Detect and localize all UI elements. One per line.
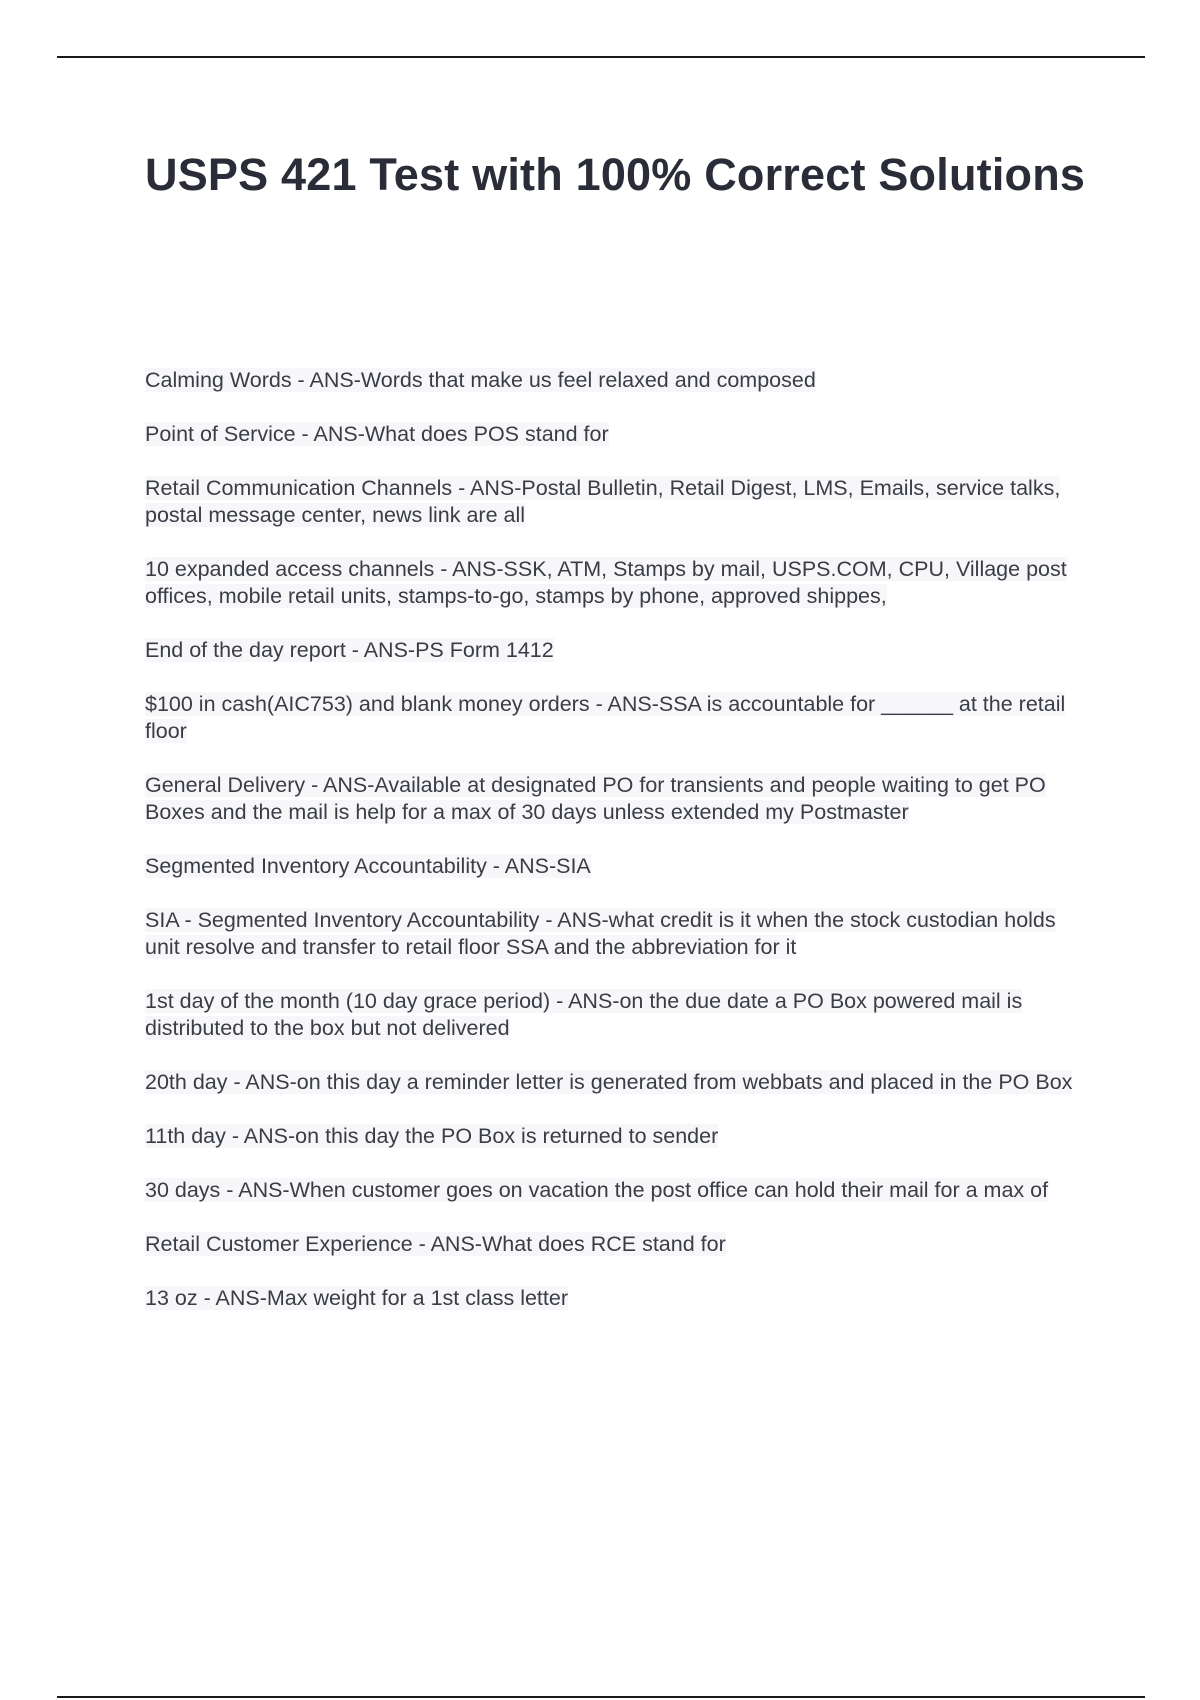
qa-text: SIA - Segmented Inventory Accountability - ANS-what credit is it when the stock custodian holds unit resolve and transfer to retail floor SSA and the abbreviation for it — [145, 908, 1056, 959]
top-divider — [57, 56, 1145, 58]
qa-list — [145, 367, 1090, 1339]
qa-item — [145, 907, 1090, 961]
qa-text: 10 expanded access channels - ANS-SSK, ATM, Stamps by mail, USPS.COM, CPU, Village post offices, mobile retail units, stamps-to-go, stamps by phone, approved shippes, — [145, 557, 1067, 608]
qa-text: $100 in cash(AIC753) and blank money orders - ANS-SSA is accountable for ______ at the retail floor — [145, 692, 1066, 743]
qa-item — [145, 691, 1090, 745]
qa-text: End of the day report - ANS-PS Form 1412 — [145, 638, 554, 662]
qa-item — [145, 475, 1090, 529]
qa-text: 1st day of the month (10 day grace period) - ANS-on the due date a PO Box powered mail is distributed to the box but not delivered — [145, 989, 1023, 1040]
qa-text: General Delivery - ANS-Available at designated PO for transients and people waiting to get PO Boxes and the mail is help for a max of 30 days unless extended my Postmaster — [145, 773, 1046, 824]
qa-text: Segmented Inventory Accountability - ANS-SIA — [145, 854, 591, 878]
qa-text: 30 days - ANS-When customer goes on vacation the post office can hold their mail for a max of — [145, 1178, 1049, 1202]
qa-item — [145, 1069, 1090, 1096]
qa-text: 13 oz - ANS-Max weight for a 1st class letter — [145, 1286, 568, 1310]
qa-text: 20th day - ANS-on this day a reminder letter is generated from webbats and placed in the PO Box — [145, 1070, 1073, 1094]
qa-text: Calming Words - ANS-Words that make us feel relaxed and composed — [145, 368, 816, 392]
qa-item — [145, 1285, 1090, 1312]
qa-text: Retail Customer Experience - ANS-What does RCE stand for — [145, 1232, 726, 1256]
bottom-divider — [57, 1696, 1145, 1698]
page-title: USPS 421 Test with 100% Correct Solutions — [145, 149, 1086, 200]
qa-item — [145, 772, 1090, 826]
qa-item — [145, 988, 1090, 1042]
qa-item — [145, 556, 1090, 610]
qa-text: Point of Service - ANS-What does POS stand for — [145, 422, 609, 446]
qa-text: 11th day - ANS-on this day the PO Box is returned to sender — [145, 1124, 719, 1148]
qa-item — [145, 637, 1090, 664]
qa-item — [145, 1177, 1090, 1204]
qa-item — [145, 853, 1090, 880]
qa-item — [145, 421, 1090, 448]
qa-item — [145, 367, 1090, 394]
qa-item — [145, 1231, 1090, 1258]
qa-text: Retail Communication Channels - ANS-Postal Bulletin, Retail Digest, LMS, Emails, service talks, postal message center, news link are all — [145, 476, 1061, 527]
qa-item — [145, 1123, 1090, 1150]
